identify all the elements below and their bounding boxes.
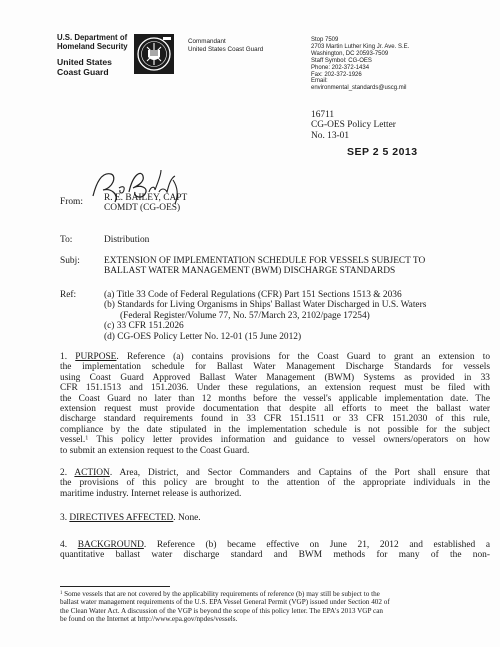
section-heading: DIRECTIVES AFFECTED	[69, 513, 174, 523]
body-line: the provisions of this policy are brought to the attention of the appropriate individuals in the	[60, 478, 490, 489]
body-line: Reference (a) contains provisions for the Coast Guard to grant an extension to	[126, 352, 491, 362]
subj-label: Subj:	[60, 256, 80, 266]
from-line: COMDT (CG-OES)	[104, 203, 181, 214]
subj-value	[104, 256, 484, 277]
reference-text: (d) CG-OES Policy Letter No. 12-01 (15 June 2012)	[104, 331, 302, 342]
ssic-line: CG-OES Policy Letter	[311, 120, 396, 131]
agency-name	[57, 33, 128, 51]
address-line: Email:	[311, 78, 328, 85]
from-value	[104, 193, 187, 214]
reference-text: (c) 33 CFR 151.2026	[104, 321, 184, 332]
section-action: 2. ACTION. Area, District, and Sector Commanders and Captains of the Port shall ensure that the provisions of this policy are brought to the attention of the appropriate individuals in the maritime industry. Internet release is authorized.	[60, 468, 490, 499]
body-line: the Coast Guard no later than 12 months before the vessel's applicable implementation date. The	[60, 393, 490, 404]
section-directives: 3. DIRECTIVES AFFECTED. None.	[60, 513, 201, 523]
section-heading: PURPOSE	[75, 352, 117, 362]
date-stamp: SEP 2 5 2013	[347, 146, 418, 158]
to-label: To:	[60, 235, 73, 245]
body-line: discharge standard requirements found in 33 CFR 151.1511 or 33 CFR 151.2030 of this rule,	[60, 414, 490, 425]
ssic-line: 16711	[311, 110, 335, 120]
section-purpose: 1. PURPOSE. Reference (a) contains provisions for the Coast Guard to grant an extension to the implementation schedule for Ballast Water Management Discharge Standards for vessels using Coast Guard Approved Ballast Water Management (BWM) Systems as provided in 33 CFR 151.1513 and 151.2036. Under these regulations, an extension request must be filed with the Coast Guard no later than 12 months before the vessel's applicable implementation date. The extension request must provide documentation that despite all efforts to meet the ballast water discharge standard requirements found in 33 CFR 151.1511 or 33 CFR 151.2030 of this rule, compliance by the date stipulated in the implementation schedule is not possible for the subject vessel.$^1$ This policy letter provides information and guidance to vessel owners/operators on how to submit an extension request to the Coast Guard.	[60, 352, 491, 456]
uscg-name	[57, 57, 112, 77]
email-address: environmental_standards@uscg.mil	[311, 85, 407, 92]
footnote-line: the Clean Water Act. A discussion of the VGP is beyond the scope of this policy letter. The EPA's 2013 VGP can	[60, 606, 383, 615]
uscg-line: United States	[57, 57, 112, 67]
reference-item	[104, 290, 484, 300]
reference-list	[104, 290, 484, 342]
footnote	[60, 590, 490, 624]
body-line: This policy letter provides information and guidance to vessel owners/operators on how	[96, 435, 490, 446]
from-line: R. E. BAILEY, CAPT	[104, 193, 188, 203]
office-line: United States Coast Guard	[188, 45, 264, 53]
address-line: Fax: 202-372-1926	[311, 71, 362, 78]
section-number: 4.	[60, 540, 68, 550]
section-background: 4. BACKGROUND. Reference (b) became effective on June 21, 2012 and established a quantitative ballast water discharge standard and BWM methods for many of the non-	[60, 540, 491, 561]
address-block	[311, 37, 409, 92]
footnote-line: be found on the Internet at http://www.epa.gov/npdes/vessels.	[60, 615, 238, 624]
office-line: Commandant	[188, 38, 226, 45]
section-heading: ACTION	[74, 468, 110, 478]
coast-guard-seal-icon	[134, 34, 174, 74]
address-line: Washington, DC 20593-7509	[311, 50, 389, 57]
footnote-line: ballast water management requirements of the U.S. EPA Vessel General Permit (VGP) issued under Section 402 of	[60, 598, 390, 607]
reference-text: (a) Title 33 Code of Federal Regulations (CFR) Part 151 Sections 1513 & 2036	[104, 290, 402, 300]
ssic-block	[311, 110, 396, 141]
body-line: CFR 151.1513 and 151.2036. Under these regulations, an extension request must be filed with	[60, 383, 490, 394]
address-line: Staff Symbol: CG-OES	[311, 57, 372, 64]
section-number: 3.	[60, 513, 68, 523]
footnote-reference: 1	[85, 435, 89, 442]
agency-line: Homeland Security	[57, 42, 128, 51]
body-line: extension request must provide documentation that despite all efforts to meet the ballast water	[60, 404, 490, 415]
section-heading: BACKGROUND	[77, 540, 144, 550]
body-line: to submit an extension request to the Coast Guard.	[60, 445, 250, 456]
address-line: 2703 Martin Luther King Jr. Ave. S.E.	[311, 43, 410, 50]
address-line: Stop 7509	[311, 37, 339, 43]
footnote-divider	[60, 586, 170, 587]
reference-text: (b) Standards for Living Organisms in Ships' Ballast Water Discharged in U.S. Waters	[104, 300, 427, 311]
to-value: Distribution	[104, 235, 150, 245]
reference-item	[104, 321, 484, 331]
body-line: using Coast Guard Approved Ballast Water Management (BWM) Systems as provided in 33	[60, 372, 490, 383]
subj-line: BALLAST WATER MANAGEMENT (BWM) DISCHARGE STANDARDS	[104, 266, 396, 277]
footnote-mark: 1	[60, 590, 63, 596]
section-number: 2.	[60, 468, 68, 478]
subj-line: EXTENSION OF IMPLEMENTATION SCHEDULE FOR VESSELS SUBJECT TO	[104, 256, 426, 266]
from-label: From:	[60, 197, 83, 207]
body-line: None.	[177, 513, 201, 523]
footnote-line: Some vessels that are not covered by the applicability requirements of reference (b) may still be subject to the	[64, 590, 380, 598]
reference-continuation: (Federal Register/Volume 77, No. 57/March 23, 2102/page 17254)	[120, 310, 370, 321]
body-line: quantitative ballast water discharge standard and BWM methods for many of the non-	[60, 550, 490, 561]
uscg-line: Coast Guard	[57, 67, 109, 77]
body-line: maritime industry. Internet release is authorized.	[60, 488, 242, 499]
reference-item	[104, 300, 484, 321]
body-word: vessel.	[60, 435, 86, 446]
agency-line: U.S. Department of	[57, 33, 128, 42]
ssic-line: No. 13-01	[311, 130, 350, 141]
address-line: Phone: 202-372-1434	[311, 64, 370, 71]
reference-item	[104, 332, 484, 342]
section-number: 1.	[60, 352, 68, 362]
body-line: Reference (b) became effective on June 21, 2012 and established a	[156, 540, 491, 550]
body-line: Area, District, and Sector Commanders and Captains of the Port shall ensure that	[119, 468, 490, 478]
ref-label: Ref:	[60, 290, 77, 300]
office-block	[188, 38, 263, 53]
body-line: compliance by the date stipulated in the implementation schedule is not possible for the subject	[60, 424, 490, 435]
body-line: the implementation schedule for Ballast Water Management Discharge Standards for vessels	[60, 362, 490, 373]
